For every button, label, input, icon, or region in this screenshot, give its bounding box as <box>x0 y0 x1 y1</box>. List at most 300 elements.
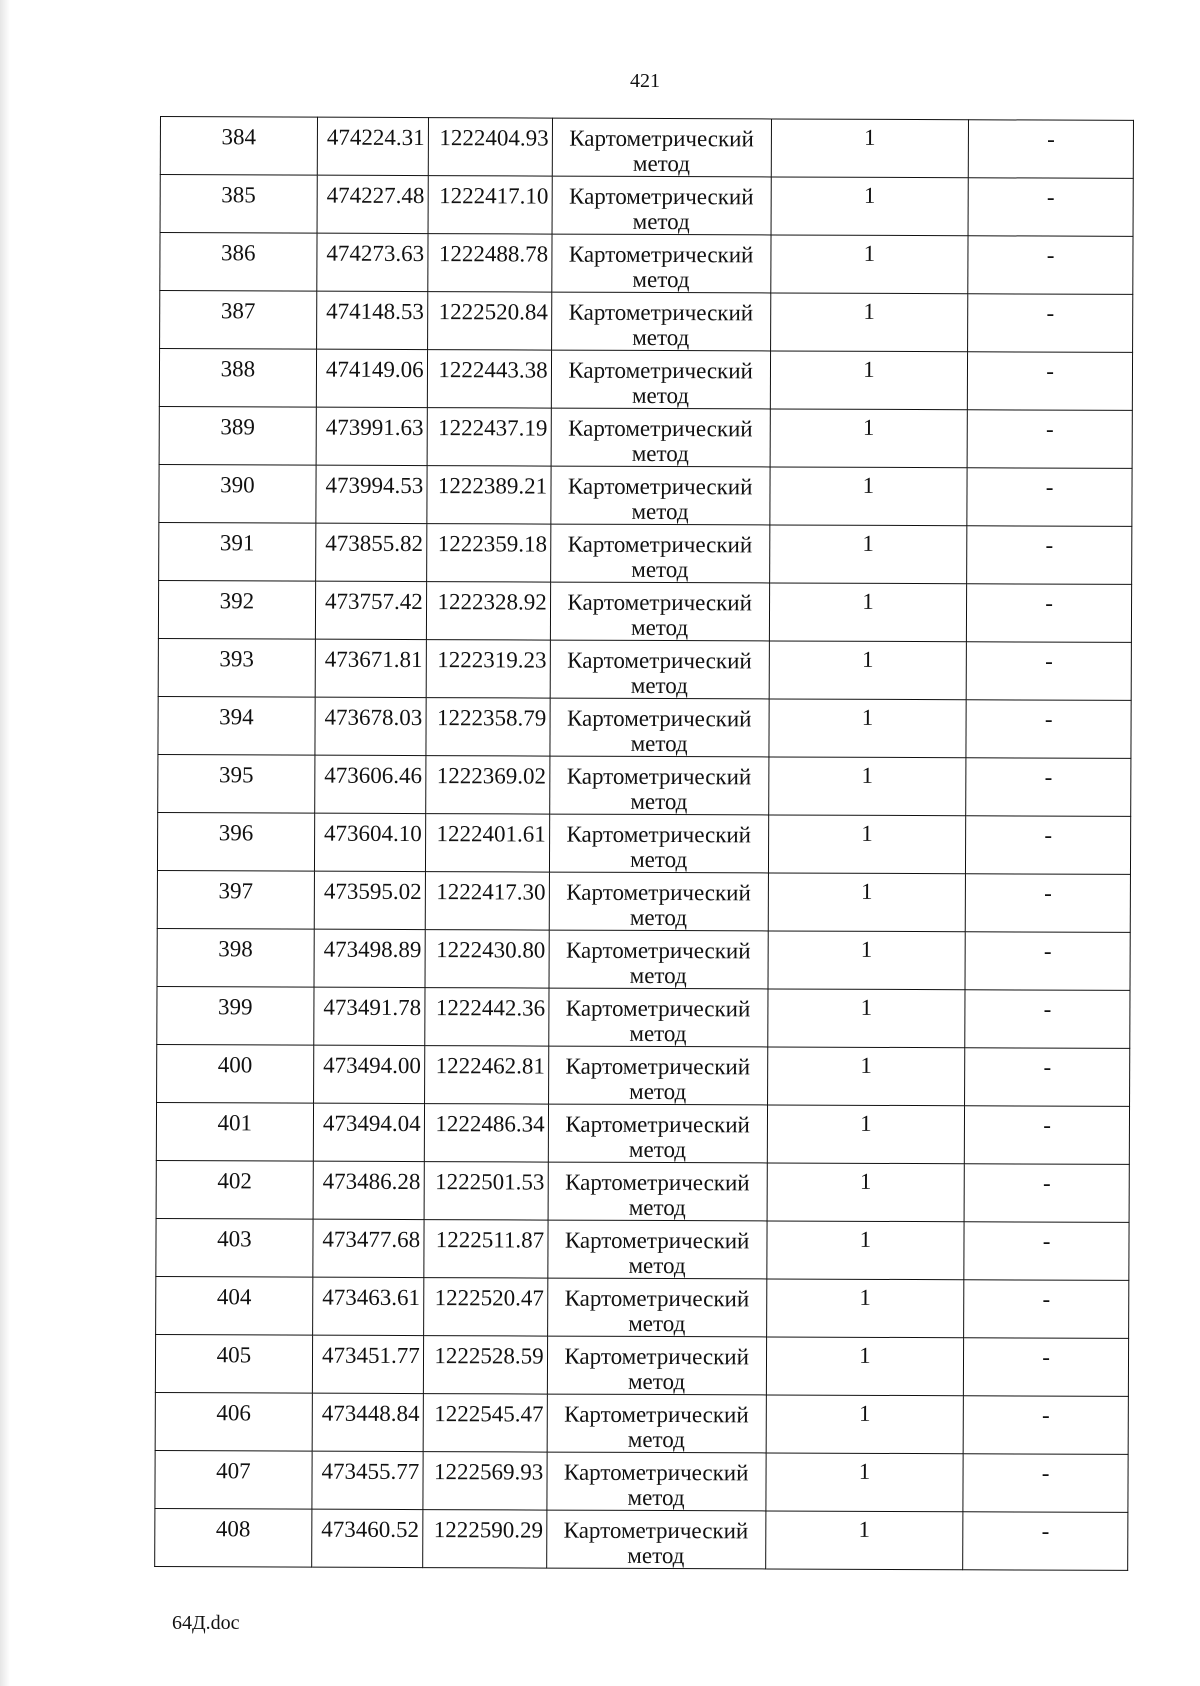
description-cell-text: - <box>1045 474 1054 500</box>
accuracy-cell <box>766 1279 964 1338</box>
description-cell <box>968 352 1133 411</box>
description-cell <box>967 468 1132 527</box>
footer-filename: 64Д.doc <box>172 1612 240 1634</box>
coordinates-table <box>154 116 1134 1571</box>
description-cell-text: - <box>1042 1402 1050 1428</box>
x-coordinate-cell <box>315 523 426 581</box>
accuracy-cell-text: 1 <box>863 298 875 324</box>
method-cell-text: Картометрический метод <box>567 589 753 641</box>
description-cell-text: - <box>1045 532 1054 558</box>
y-coordinate-cell <box>424 1046 548 1104</box>
x-coordinate-cell <box>315 639 426 697</box>
point-number-cell-text: 385 <box>221 182 256 208</box>
x-coordinate-cell-text: 473463.61 <box>322 1284 421 1311</box>
description-cell-text: - <box>1042 1344 1051 1370</box>
description-cell-text: - <box>1043 1112 1051 1138</box>
x-coordinate-cell-text: 473606.46 <box>324 762 423 789</box>
y-coordinate-cell-text: 1222417.30 <box>436 879 546 905</box>
table-row <box>155 1392 1128 1454</box>
accuracy-cell-text: 1 <box>862 472 875 498</box>
description-cell-text: - <box>1043 1054 1052 1080</box>
x-coordinate-cell-text: 473494.00 <box>323 1052 421 1079</box>
description-cell-text: - <box>1043 938 1052 964</box>
x-coordinate-cell-text: 473678.03 <box>324 704 423 731</box>
accuracy-cell <box>770 351 968 410</box>
table-row <box>156 1160 1129 1222</box>
x-coordinate-cell <box>314 813 425 871</box>
method-cell <box>547 1394 766 1453</box>
method-cell <box>548 1104 767 1163</box>
y-coordinate-cell-text: 1222486.34 <box>435 1111 545 1137</box>
accuracy-cell-text: 1 <box>862 588 874 614</box>
x-coordinate-cell-text: 473994.53 <box>325 472 424 499</box>
method-cell <box>547 1452 766 1511</box>
description-cell-text: - <box>1047 126 1055 152</box>
x-coordinate-cell-text: 473491.78 <box>323 994 422 1021</box>
x-coordinate-cell <box>313 1045 424 1103</box>
method-cell <box>547 1336 766 1395</box>
x-coordinate-cell-text: 473460.52 <box>321 1516 420 1543</box>
y-coordinate-cell-text: 1222569.93 <box>433 1459 544 1485</box>
description-cell <box>966 816 1131 875</box>
table-row <box>160 291 1133 353</box>
table-row <box>158 580 1131 642</box>
point-number-cell-text: 398 <box>218 936 253 962</box>
description-cell-text: - <box>1046 300 1055 326</box>
description-cell-text: - <box>1044 764 1053 790</box>
point-number-cell-text: 406 <box>216 1400 251 1426</box>
accuracy-cell-text: 1 <box>860 1110 872 1136</box>
x-coordinate-cell-text: 474227.48 <box>326 182 425 209</box>
table-row <box>157 928 1130 990</box>
method-cell <box>549 814 768 873</box>
method-cell-text: Картометрический метод <box>568 241 754 293</box>
method-cell-text: Картометрический метод <box>568 299 754 351</box>
y-coordinate-cell <box>427 466 551 524</box>
x-coordinate-cell <box>315 697 426 755</box>
description-cell <box>968 294 1133 353</box>
y-coordinate-cell <box>426 640 550 698</box>
y-coordinate-cell <box>423 1278 547 1336</box>
accuracy-cell-text: 1 <box>861 762 874 788</box>
table-row <box>158 754 1131 816</box>
y-coordinate-cell-text: 1222488.78 <box>438 241 549 267</box>
x-coordinate-cell <box>313 1103 424 1161</box>
description-cell <box>963 1454 1128 1513</box>
method-cell-text: Картометрический метод <box>565 937 751 989</box>
method-cell <box>548 1220 767 1279</box>
y-coordinate-cell <box>425 756 549 814</box>
x-coordinate-cell-text: 473451.77 <box>321 1342 420 1369</box>
accuracy-cell-text: 1 <box>859 1168 872 1194</box>
accuracy-cell <box>769 583 967 642</box>
x-coordinate-cell <box>314 871 425 929</box>
point-number-cell <box>158 638 315 697</box>
y-coordinate-cell <box>426 582 550 640</box>
accuracy-cell-text: 1 <box>862 530 875 556</box>
description-cell <box>964 1338 1129 1397</box>
point-number-cell <box>157 1044 314 1103</box>
accuracy-cell <box>766 1395 964 1454</box>
point-number-cell <box>155 1334 312 1393</box>
point-number-cell <box>160 291 317 350</box>
y-coordinate-cell-text: 1222520.84 <box>438 299 548 325</box>
method-cell-text: Картометрический метод <box>567 531 753 583</box>
x-coordinate-cell <box>317 117 428 175</box>
accuracy-cell-text: 1 <box>864 124 876 150</box>
point-number-cell <box>159 406 316 465</box>
y-coordinate-cell-text: 1222528.59 <box>434 1343 544 1369</box>
accuracy-cell-text: 1 <box>858 1458 871 1484</box>
page-number: 421 <box>630 70 660 92</box>
description-cell <box>963 1512 1128 1571</box>
accuracy-cell <box>768 757 966 816</box>
method-cell-text: Картометрический метод <box>565 1053 751 1105</box>
x-coordinate-cell <box>313 1161 424 1219</box>
method-cell-text: Картометрический метод <box>566 879 751 931</box>
table-row <box>160 117 1133 179</box>
accuracy-cell <box>768 815 966 874</box>
description-cell-text: - <box>1045 590 1054 616</box>
x-coordinate-cell <box>315 581 426 639</box>
accuracy-cell <box>769 525 967 584</box>
point-number-cell <box>157 812 314 871</box>
method-cell-text: Картометрический метод <box>563 1517 749 1569</box>
accuracy-cell <box>771 119 969 178</box>
description-cell-text: - <box>1044 706 1053 732</box>
description-cell-text: - <box>1042 1170 1051 1196</box>
method-cell <box>551 350 770 409</box>
accuracy-cell <box>766 1453 964 1512</box>
point-number-cell-text: 396 <box>218 820 254 846</box>
x-coordinate-cell <box>314 929 425 987</box>
description-cell <box>967 410 1132 469</box>
y-coordinate-cell-text: 1222358.79 <box>436 705 547 731</box>
y-coordinate-cell <box>424 988 548 1046</box>
point-number-cell <box>160 117 317 176</box>
x-coordinate-cell <box>313 1219 424 1277</box>
point-number-cell-text: 387 <box>220 298 256 324</box>
y-coordinate-cell-text: 1222328.92 <box>437 589 547 615</box>
y-coordinate-cell-text: 1222404.93 <box>439 125 549 151</box>
method-cell <box>551 466 770 525</box>
method-cell-text: Картометрический метод <box>564 1343 749 1395</box>
x-coordinate-cell <box>317 175 428 233</box>
method-cell <box>552 176 771 235</box>
method-cell-text: Картометрический метод <box>563 1459 749 1511</box>
point-number-cell <box>155 1508 312 1567</box>
y-coordinate-cell-text: 1222389.21 <box>437 473 548 499</box>
y-coordinate-cell <box>428 176 552 234</box>
point-number-cell <box>157 870 314 929</box>
description-cell <box>966 758 1131 817</box>
table-row <box>159 406 1132 468</box>
x-coordinate-cell <box>316 465 427 523</box>
description-cell <box>967 584 1132 643</box>
x-coordinate-cell-text: 473991.63 <box>325 414 424 441</box>
point-number-cell-text: 407 <box>216 1458 251 1484</box>
x-coordinate-cell <box>314 987 425 1045</box>
accuracy-cell <box>770 409 968 468</box>
table-row <box>160 233 1133 295</box>
table-row <box>156 1102 1129 1164</box>
description-cell <box>966 642 1131 701</box>
x-coordinate-cell-text: 474224.31 <box>326 124 425 151</box>
y-coordinate-cell-text: 1222520.47 <box>434 1285 544 1311</box>
x-coordinate-cell-text: 473604.10 <box>324 820 422 847</box>
y-coordinate-cell-text: 1222437.19 <box>438 415 548 441</box>
point-number-cell-text: 402 <box>217 1168 252 1194</box>
table-body <box>155 117 1134 1571</box>
point-number-cell <box>159 349 316 408</box>
x-coordinate-cell <box>312 1451 423 1509</box>
accuracy-cell <box>769 699 967 758</box>
method-cell <box>549 930 768 989</box>
y-coordinate-cell <box>427 292 551 350</box>
x-coordinate-cell <box>316 291 427 349</box>
method-cell <box>547 1278 766 1337</box>
accuracy-cell-text: 1 <box>861 646 874 672</box>
table-row <box>159 349 1132 411</box>
point-number-cell-text: 390 <box>220 472 255 498</box>
point-number-cell <box>158 696 315 755</box>
method-cell-text: Картометрический метод <box>567 473 753 525</box>
method-cell <box>549 756 768 815</box>
method-cell-text: Картометрический метод <box>569 183 754 235</box>
description-cell <box>968 236 1133 295</box>
description-cell <box>965 874 1130 933</box>
accuracy-cell <box>768 931 966 990</box>
point-number-cell <box>159 522 316 581</box>
accuracy-cell <box>770 235 968 294</box>
x-coordinate-cell-text: 473486.28 <box>322 1168 421 1195</box>
table-row <box>159 522 1132 584</box>
method-cell-text: Картометрический метод <box>567 647 752 699</box>
accuracy-cell <box>769 467 967 526</box>
description-cell <box>968 178 1133 237</box>
table-row <box>155 1508 1128 1570</box>
method-cell <box>546 1510 765 1569</box>
x-coordinate-cell-text: 473671.81 <box>324 646 423 673</box>
point-number-cell <box>156 1102 313 1161</box>
point-number-cell-text: 400 <box>217 1052 253 1078</box>
accuracy-cell <box>771 177 969 236</box>
point-number-cell-text: 405 <box>216 1342 252 1368</box>
point-number-cell-text: 389 <box>220 414 255 440</box>
x-coordinate-cell-text: 474149.06 <box>325 356 424 383</box>
point-number-cell <box>155 1392 312 1451</box>
accuracy-cell <box>766 1221 964 1280</box>
method-cell <box>550 524 769 583</box>
y-coordinate-cell <box>423 1336 547 1394</box>
y-coordinate-cell <box>425 814 549 872</box>
point-number-cell <box>157 986 314 1045</box>
point-number-cell-text: 393 <box>219 646 254 672</box>
accuracy-cell-text: 1 <box>863 356 875 382</box>
accuracy-cell-text: 1 <box>859 1342 871 1368</box>
method-cell-text: Картометрический метод <box>566 705 752 757</box>
y-coordinate-cell-text: 1222501.53 <box>435 1169 545 1195</box>
y-coordinate-cell <box>427 350 551 408</box>
method-cell-text: Картометрический метод <box>564 1401 749 1453</box>
accuracy-cell-text: 1 <box>863 182 876 208</box>
point-number-cell-text: 401 <box>217 1110 253 1136</box>
x-coordinate-cell-text: 473455.77 <box>321 1458 420 1485</box>
y-coordinate-cell <box>428 234 552 292</box>
accuracy-cell <box>770 293 968 352</box>
y-coordinate-cell-text: 1222319.23 <box>437 647 547 673</box>
method-cell-text: Картометрический метод <box>564 1227 750 1279</box>
method-cell-text: Картометрический метод <box>566 763 752 815</box>
x-coordinate-cell-text: 473448.84 <box>321 1400 420 1427</box>
table-row <box>157 1044 1130 1106</box>
y-coordinate-cell-text: 1222511.87 <box>435 1227 545 1253</box>
method-cell <box>549 872 768 931</box>
accuracy-cell-text: 1 <box>863 240 876 266</box>
description-cell-text: - <box>1044 880 1052 906</box>
accuracy-cell-text: 1 <box>858 1516 871 1542</box>
method-cell-text: Картометрический метод <box>565 995 751 1047</box>
table-row <box>159 464 1132 526</box>
point-number-cell-text: 384 <box>221 124 257 150</box>
method-cell-text: Картометрический метод <box>566 821 752 873</box>
table-row <box>155 1450 1128 1512</box>
table-row <box>156 1218 1129 1280</box>
x-coordinate-cell <box>317 233 428 291</box>
accuracy-cell <box>767 1047 965 1106</box>
x-coordinate-cell <box>314 755 425 813</box>
y-coordinate-cell-text: 1222430.80 <box>436 937 546 963</box>
point-number-cell <box>157 928 314 987</box>
method-cell <box>551 408 770 467</box>
accuracy-cell <box>767 989 965 1048</box>
method-cell-text: Картометрический метод <box>569 125 754 177</box>
accuracy-cell-text: 1 <box>861 704 874 730</box>
y-coordinate-cell <box>427 408 551 466</box>
y-coordinate-cell <box>428 118 552 176</box>
y-coordinate-cell-text: 1222590.29 <box>433 1517 544 1543</box>
point-number-cell <box>156 1276 313 1335</box>
y-coordinate-cell <box>425 930 549 988</box>
point-number-cell <box>158 754 315 813</box>
x-coordinate-cell-text: 473855.82 <box>325 530 424 557</box>
description-cell <box>967 526 1132 585</box>
y-coordinate-cell-text: 1222443.38 <box>438 357 548 383</box>
accuracy-cell-text: 1 <box>859 1284 871 1310</box>
method-cell-text: Картометрический метод <box>565 1169 750 1221</box>
method-cell-text: Картометрический метод <box>565 1111 750 1163</box>
point-number-cell-text: 394 <box>219 704 254 730</box>
table-row <box>157 986 1130 1048</box>
method-cell <box>550 698 769 757</box>
y-coordinate-cell-text: 1222401.61 <box>436 821 546 847</box>
point-number-cell-text: 397 <box>218 878 254 904</box>
description-cell <box>965 1048 1130 1107</box>
accuracy-cell <box>768 873 966 932</box>
x-coordinate-cell-text: 473498.89 <box>323 936 422 963</box>
accuracy-cell <box>769 641 967 700</box>
y-coordinate-cell <box>426 698 550 756</box>
description-cell <box>963 1396 1128 1455</box>
point-number-cell-text: 388 <box>220 356 256 382</box>
point-number-cell <box>160 175 317 234</box>
method-cell <box>550 582 769 641</box>
y-coordinate-cell <box>422 1510 546 1568</box>
method-cell <box>551 234 770 293</box>
y-coordinate-cell-text: 1222417.10 <box>439 183 549 209</box>
description-cell-text: - <box>1044 822 1053 848</box>
point-number-cell-text: 392 <box>219 588 255 614</box>
description-cell-text: - <box>1041 1518 1050 1544</box>
accuracy-cell <box>766 1337 964 1396</box>
method-cell-text: Картометрический метод <box>568 357 753 409</box>
accuracy-cell <box>765 1511 963 1570</box>
accuracy-cell-text: 1 <box>859 1226 872 1252</box>
table-row <box>157 870 1130 932</box>
description-cell <box>969 120 1134 179</box>
method-cell <box>551 292 770 351</box>
x-coordinate-cell <box>312 1277 423 1335</box>
x-coordinate-cell-text: 473494.04 <box>322 1110 421 1137</box>
point-number-cell-text: 391 <box>219 530 255 556</box>
description-cell-text: - <box>1041 1460 1050 1486</box>
point-number-cell-text: 403 <box>217 1226 252 1252</box>
x-coordinate-cell-text: 474148.53 <box>326 298 424 325</box>
description-cell <box>964 1164 1129 1223</box>
point-number-cell-text: 395 <box>218 762 254 788</box>
y-coordinate-cell-text: 1222545.47 <box>434 1401 544 1427</box>
x-coordinate-cell <box>316 349 427 407</box>
x-coordinate-cell-text: 473757.42 <box>324 588 423 615</box>
accuracy-cell-text: 1 <box>858 1400 871 1426</box>
accuracy-cell-text: 1 <box>860 994 873 1020</box>
x-coordinate-cell-text: 473477.68 <box>322 1226 421 1253</box>
description-cell-text: - <box>1043 996 1052 1022</box>
description-cell <box>965 932 1130 991</box>
description-cell <box>966 700 1131 759</box>
point-number-cell-text: 404 <box>216 1284 252 1310</box>
x-coordinate-cell <box>312 1335 423 1393</box>
y-coordinate-cell <box>425 872 549 930</box>
point-number-cell <box>160 233 317 292</box>
description-cell <box>964 1222 1129 1281</box>
x-coordinate-cell-text: 473595.02 <box>323 878 422 905</box>
method-cell <box>548 1046 767 1105</box>
method-cell <box>552 118 771 177</box>
x-coordinate-cell <box>311 1509 422 1567</box>
y-coordinate-cell <box>424 1220 548 1278</box>
description-cell-text: - <box>1042 1286 1051 1312</box>
description-cell-text: - <box>1046 184 1055 210</box>
description-cell <box>965 1106 1130 1165</box>
method-cell <box>550 640 769 699</box>
accuracy-cell-text: 1 <box>861 820 873 846</box>
table-row <box>156 1276 1129 1338</box>
table-row <box>155 1334 1128 1396</box>
description-cell <box>964 1280 1129 1339</box>
point-number-cell-text: 386 <box>221 240 256 266</box>
y-coordinate-cell-text: 1222359.18 <box>437 531 548 557</box>
description-cell-text: - <box>1046 358 1054 384</box>
accuracy-cell-text: 1 <box>860 936 873 962</box>
point-number-cell <box>159 464 316 523</box>
description-cell-text: - <box>1045 416 1054 442</box>
y-coordinate-cell <box>424 1162 548 1220</box>
x-coordinate-cell <box>316 407 427 465</box>
accuracy-cell-text: 1 <box>862 414 875 440</box>
y-coordinate-cell <box>424 1104 548 1162</box>
method-cell-text: Картометрический метод <box>568 415 753 467</box>
